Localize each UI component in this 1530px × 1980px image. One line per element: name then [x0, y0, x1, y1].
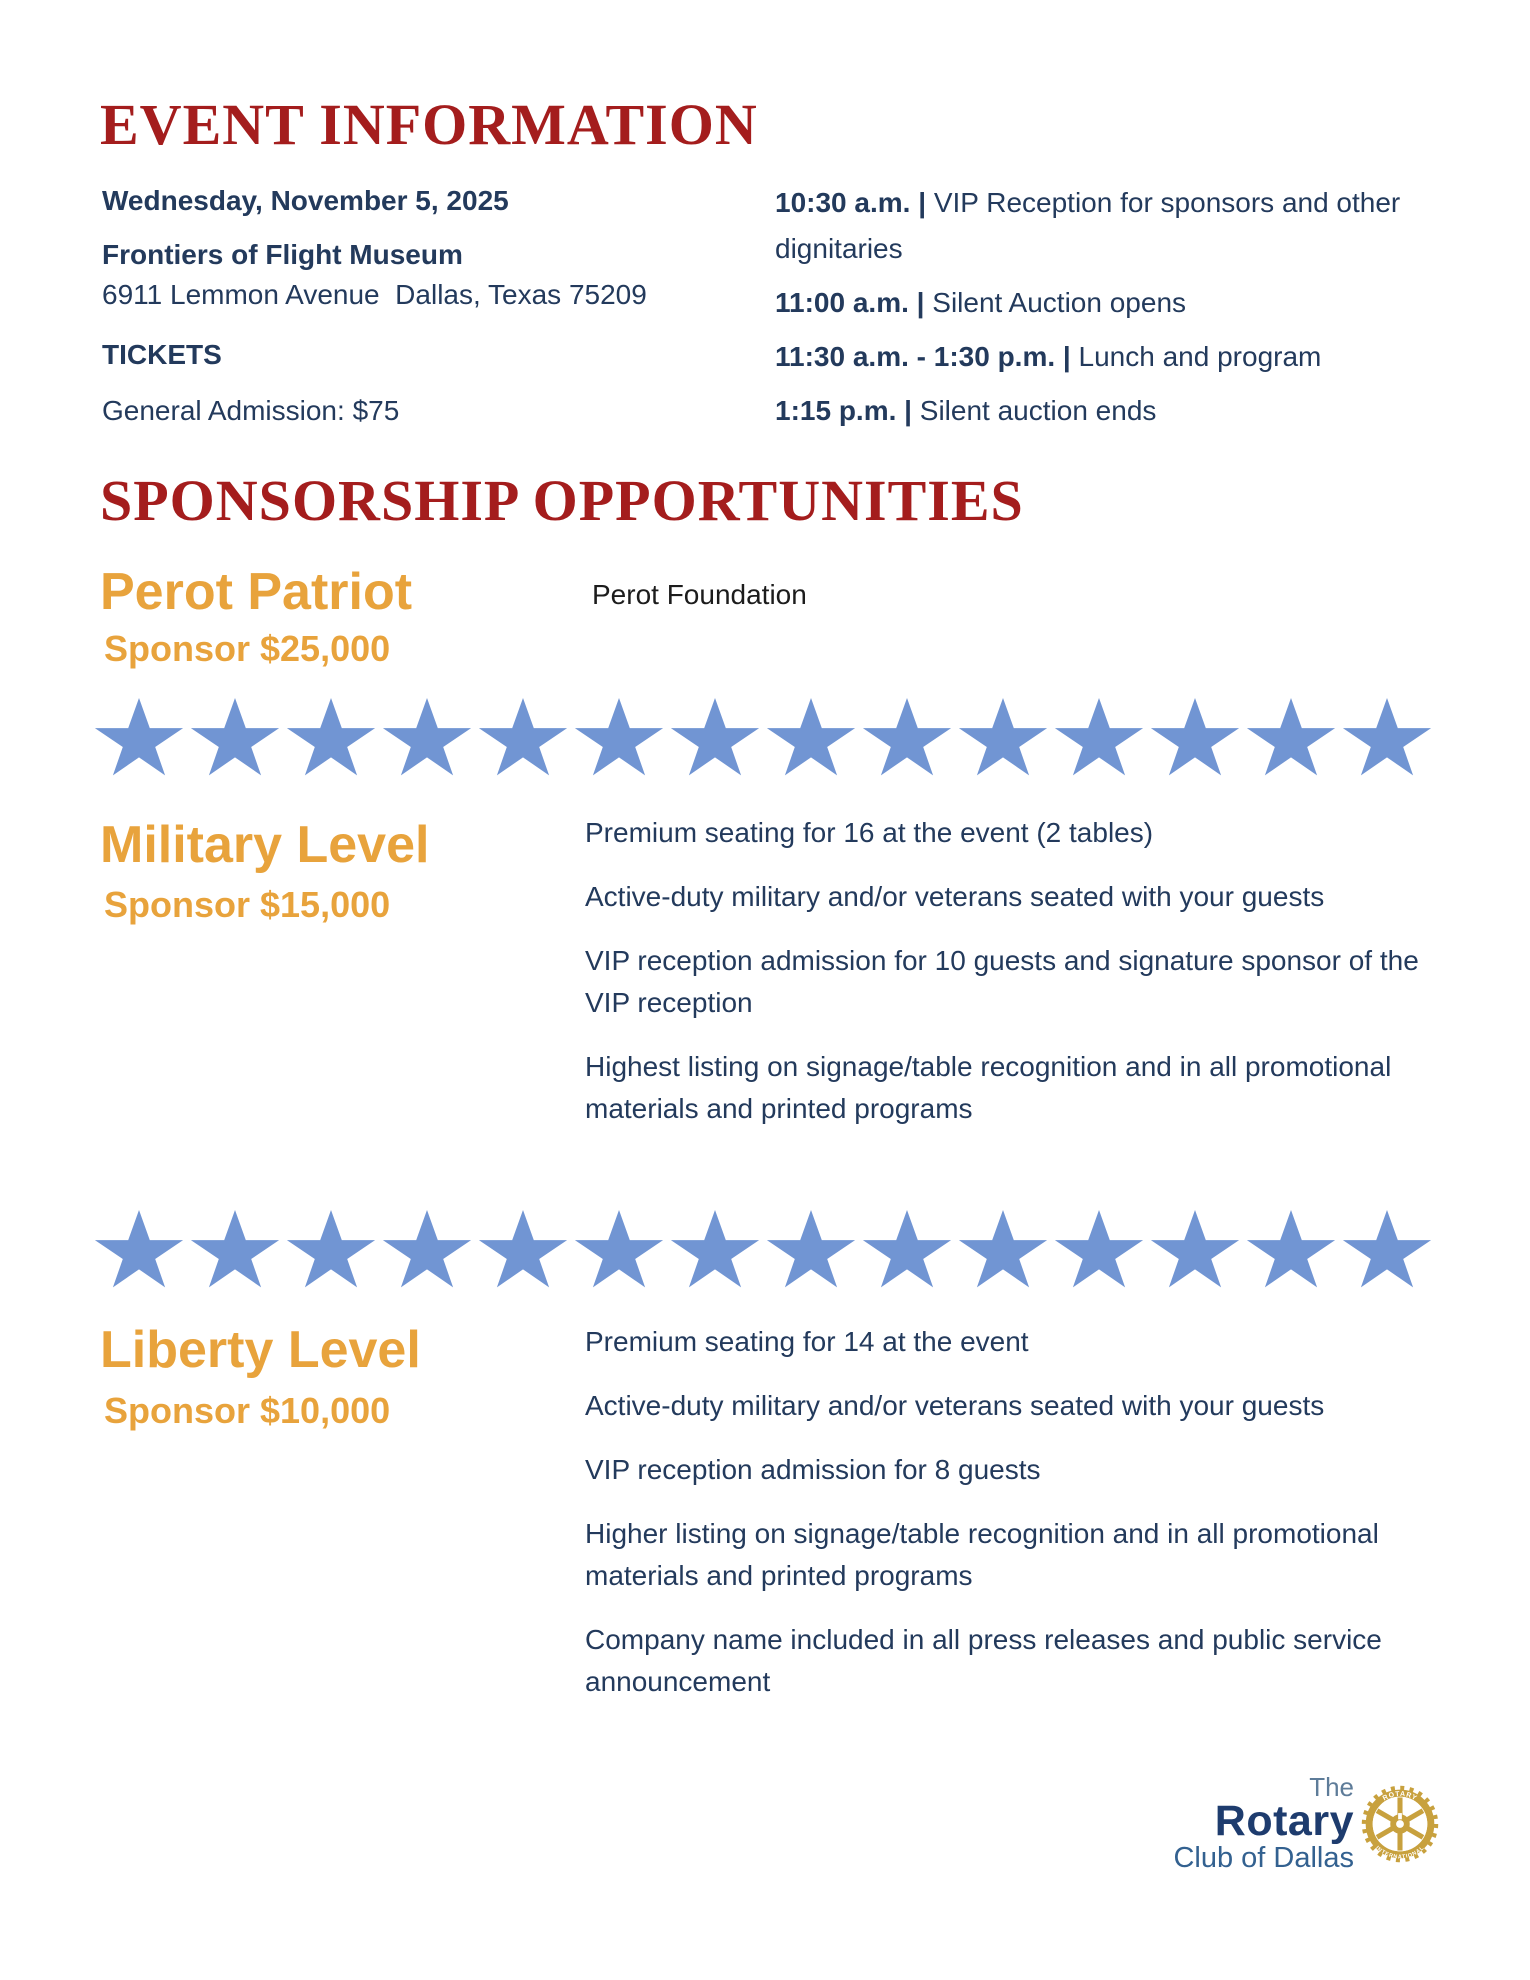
star-icon [286, 698, 376, 784]
star-icon [382, 698, 472, 784]
star-icon [670, 1210, 760, 1296]
schedule-row [775, 180, 1455, 272]
schedule-desc: Silent Auction opens [924, 287, 1187, 318]
star-icon [478, 1210, 568, 1296]
star-icon [1054, 698, 1144, 784]
star-icon [1054, 1210, 1144, 1296]
schedule-desc: Lunch and program [1070, 341, 1322, 372]
perot-patriot-level-price: Sponsor $25,000 [104, 628, 391, 669]
venue-address: 6911 Lemmon Avenue Dallas, Texas 75209 [102, 279, 647, 310]
schedule-time: 11:30 a.m. - 1:30 p.m. | [775, 341, 1071, 372]
benefit-item: Active-duty military and/or veterans seated with your guests [585, 1390, 1325, 1421]
perot-foundation-note: Perot Foundation [592, 579, 807, 610]
rotary-logo-name: Rotary [1214, 1797, 1354, 1845]
star-icon [958, 1210, 1048, 1296]
rotary-logo-the: The [1309, 1772, 1354, 1802]
liberty-level-benefits [585, 1321, 1425, 1725]
star-icon [94, 698, 184, 784]
schedule-row [775, 334, 1455, 380]
star-icon [766, 698, 856, 784]
sponsorship-opportunities-title: SPONSORSHIP OPPORTUNITIES [100, 468, 1024, 533]
star-icon [382, 1210, 472, 1296]
rotary-logo-text [1158, 1774, 1354, 1874]
military-level-price: Sponsor $15,000 [104, 884, 391, 925]
benefit-item: Higher listing on signage/table recognition and in all promotional materials and printed programs [585, 1518, 1379, 1591]
event-information-title: EVENT INFORMATION [100, 92, 758, 157]
star-icon [1246, 1210, 1336, 1296]
benefit-item: Highest listing on signage/table recognition and in all promotional materials and printed programs [585, 1051, 1392, 1124]
star-icon [574, 698, 664, 784]
schedule-time: 11:00 a.m. | [775, 287, 925, 318]
rotary-wheel-icon [1361, 1785, 1439, 1863]
star-icon [286, 1210, 376, 1296]
rotary-club-logo [1158, 1774, 1439, 1874]
benefit-item: Active-duty military and/or veterans seated with your guests [585, 881, 1325, 912]
rotary-logo-club-of-dallas: Club of Dallas [1173, 1842, 1354, 1874]
benefit-item: Company name included in all press releases and public service announcement [585, 1624, 1382, 1697]
perot-patriot-level-name: Perot Patriot [100, 563, 413, 621]
general-admission-price: General Admission: $75 [102, 395, 400, 426]
benefit-item: Premium seating for 16 at the event (2 tables) [585, 817, 1154, 848]
liberty-level-name: Liberty Level [100, 1321, 421, 1379]
star-icon [478, 698, 568, 784]
star-icon [862, 1210, 952, 1296]
star-icon [190, 1210, 280, 1296]
star-icon [1150, 698, 1240, 784]
schedule-row [775, 280, 1455, 326]
star-icon [1342, 698, 1432, 784]
star-icon [862, 698, 952, 784]
star-icon [1342, 1210, 1432, 1296]
military-level-benefits [585, 812, 1425, 1152]
schedule-time: 10:30 a.m. | [775, 187, 927, 218]
star-divider-row [94, 1210, 1439, 1300]
liberty-level-price: Sponsor $10,000 [104, 1390, 391, 1431]
star-icon [1150, 1210, 1240, 1296]
benefit-item: VIP reception admission for 8 guests [585, 1454, 1041, 1485]
schedule-row [775, 388, 1455, 434]
star-icon [1246, 698, 1336, 784]
star-icon [574, 1210, 664, 1296]
event-schedule [775, 180, 1455, 442]
star-divider-row [94, 698, 1439, 788]
military-level-name: Military Level [100, 816, 430, 874]
star-icon [190, 698, 280, 784]
star-icon [670, 698, 760, 784]
rotary-wheel-top-text: ROTARY [1381, 1790, 1419, 1803]
benefit-item: Premium seating for 14 at the event [585, 1326, 1029, 1357]
venue-name: Frontiers of Flight Museum [102, 239, 463, 270]
benefit-item: VIP reception admission for 10 guests and signature sponsor of the VIP reception [585, 945, 1419, 1018]
star-icon [94, 1210, 184, 1296]
schedule-time: 1:15 p.m. | [775, 395, 912, 426]
star-icon [766, 1210, 856, 1296]
event-date: Wednesday, November 5, 2025 [102, 185, 509, 216]
schedule-desc: Silent auction ends [912, 395, 1157, 426]
star-icon [958, 698, 1048, 784]
schedule-desc: VIP Reception for sponsors and other dignitaries [775, 187, 1401, 264]
rotary-wheel-bottom-text: INTERNATIONAL [1374, 1845, 1426, 1861]
tickets-label: TICKETS [102, 339, 222, 370]
